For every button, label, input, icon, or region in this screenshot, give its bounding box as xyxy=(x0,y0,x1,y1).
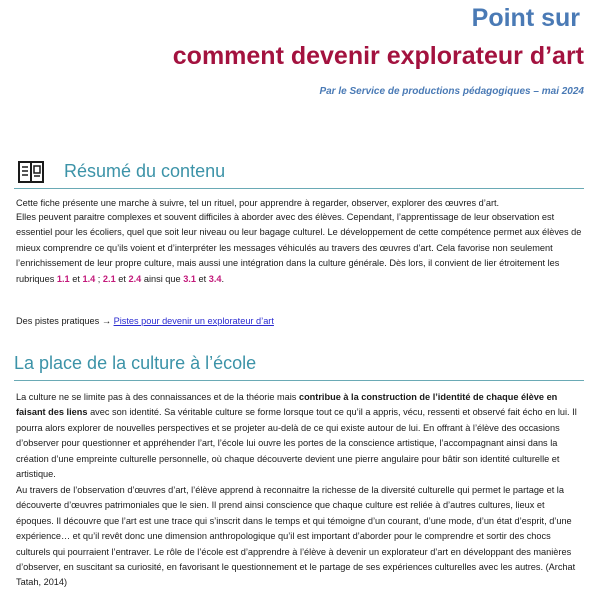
culture-section-header xyxy=(14,352,584,381)
culture-p1-rest: avec son identité. Sa véritable culture se forme lorsque tout ce qu’il a appris, vécu, ressenti et observé fait écho en lui. Il pourra alors explorer de nouvelles perspectives et se projeter au-delà de ce qui existe autour de lui. En offrant à l’élève des occasions d’observer pour questionner et appréhender l’art, l’école lui ouvre les portes de la conscience artistique, l’accompagnant ainsi dans la création d’une empreinte culturelle personnelle, où chaque découverte devient une pierre angulaire pour bâtir son identité culturelle et artistique. xyxy=(16,407,577,480)
connector-text: ainsi que xyxy=(143,273,181,284)
title-line-2: comment devenir explorateur d’art xyxy=(172,42,584,70)
connector-text: et xyxy=(198,273,207,284)
rubric-ref: 2.4 xyxy=(128,273,142,284)
arrow-right-icon: → xyxy=(101,316,111,326)
rubric-ref: 3.1 xyxy=(183,273,196,284)
culture-paragraph-1 xyxy=(16,390,584,482)
end-punctuation: . xyxy=(221,273,225,284)
connector-text: et xyxy=(72,273,80,284)
pistes-line xyxy=(16,314,584,329)
title-line-1: Point sur xyxy=(471,4,580,32)
summary-section-header xyxy=(14,160,584,189)
culture-paragraph-2: Au travers de l’observation d’œuvres d’art, l’élève apprend à reconnaitre la richesse de la diversité culturelle qui permet le partage et la découverte d’œuvres patrimoniales que le sien. Il prend ainsi conscience que chaque culture est reliée à d’autres cultures, lieux et époques. Il découvre que l’art est une trace qui s’inscrit dans le temps et qui témoigne d’un courant, d’une mode, d’un état d’esprit, d’une expérience… et qu’il revêt donc une dimension anthropologique qu’il est important d’aborder pour le comprendre et sortir des chocs culturels qui pourraient l’entraver. Le rôle de l’école est d’apprendre à l’élève à devenir un explorateur d’art en développant des manières d’observer, en suscitant sa curiosité, en favorisant le questionnement et le partage de ses expériences culturelles avec les autres. (Archat Tatah, 2014) xyxy=(16,485,576,588)
rubric-ref: 2.1 xyxy=(102,273,116,284)
rubric-ref: 1.1 xyxy=(56,273,70,284)
pistes-label: Des pistes pratiques xyxy=(16,316,100,326)
pistes-link[interactable]: Pistes pour devenir un explorateur d’art xyxy=(113,316,274,326)
summary-paragraph xyxy=(16,210,584,287)
connector-text: et xyxy=(118,273,126,284)
culture-p1-bold: contribue à la construction de l’identité de chaque élève en faisant des liens xyxy=(16,392,558,418)
culture-p1-start: La culture ne se limite pas à des connaissances et de la théorie mais xyxy=(16,392,297,402)
culture-heading: La place de la culture à l’école xyxy=(14,353,257,373)
summary-body-text: Elles peuvent paraitre complexes et souvent difficiles à aborder avec des élèves. Cependant, l’apprentissage de leur observation est essentiel pour les écoliers, quel que soit leur niveau ou leur bagage culturel. Le développement de cette compétence permet aux élèves de mieux comprendre ce qu’ils voient et d’interpréter les messages véhiculés au travers des œuvres d’art. Cela favorise non seulement l’enrichissement de leur propre culture, mais aussi une intégration dans la culture générale. Dès lors, il convient de lier étroitement les rubriques xyxy=(16,212,582,284)
summary-intro: Cette fiche présente une marche à suivre, tel un rituel, pour apprendre à regarder, observer, explorer des œuvres d’art. xyxy=(16,198,500,208)
separator-text: ; xyxy=(97,273,101,284)
summary-heading: Résumé du contenu xyxy=(64,161,226,181)
rubric-ref: 3.4 xyxy=(208,273,222,284)
byline: Par le Service de productions pédagogiques – mai 2024 xyxy=(319,86,584,97)
rubric-ref: 1.4 xyxy=(82,273,96,284)
book-icon xyxy=(18,161,44,183)
